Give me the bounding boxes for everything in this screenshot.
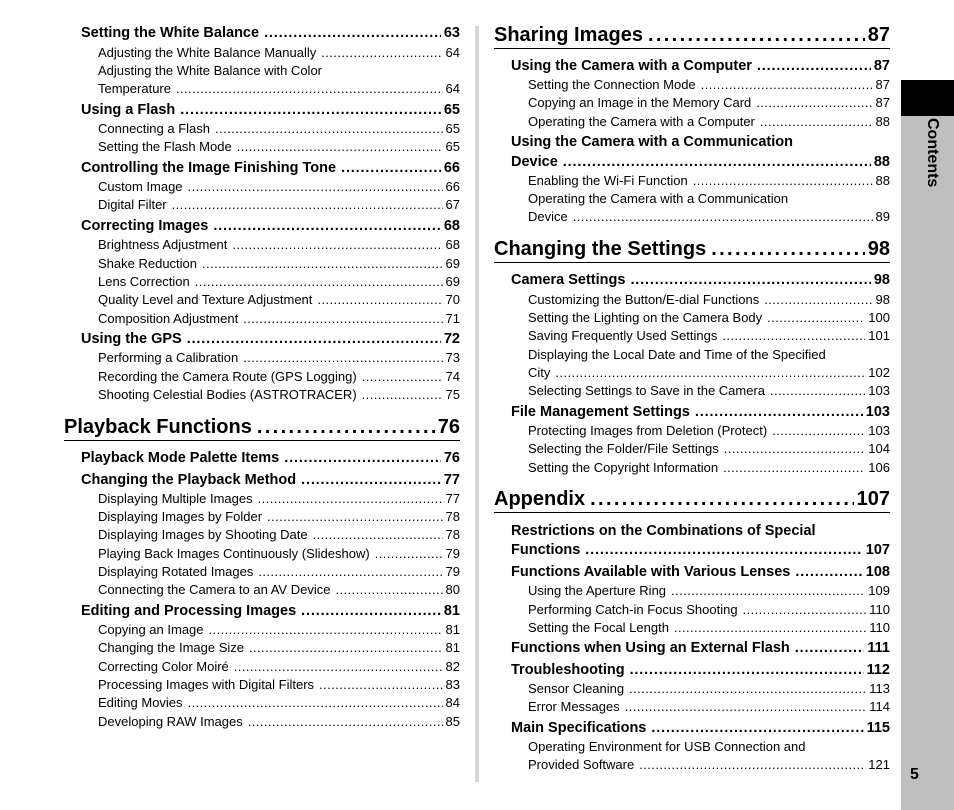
toc-entry-performing-calibration[interactable]: Performing a Calibration . . . 73	[98, 350, 460, 365]
toc-entry-shake-reduction[interactable]: Shake Reduction . . . 69	[98, 256, 460, 271]
toc-entry-composition-adjustment[interactable]: Composition Adjustment . . . 71	[98, 311, 460, 326]
side-tab-label[interactable]: Contents	[924, 118, 941, 188]
toc-entry-selecting-folder[interactable]: Selecting the Folder/File Settings . . . 104	[528, 441, 890, 456]
toc-entry-sensor-cleaning[interactable]: Sensor Cleaning . . . 113	[528, 681, 890, 696]
toc-entry-troubleshooting[interactable]: Troubleshooting . . . 112	[511, 662, 890, 678]
toc-entry-main-specs[interactable]: Main Specifications . . . 115	[511, 720, 890, 736]
toc-entry-copying-memory-card[interactable]: Copying an Image in the Memory Card . . . 87	[528, 95, 890, 110]
toc-entry-aperture-ring[interactable]: Using the Aperture Ring . . . 109	[528, 583, 890, 598]
toc-entry-slideshow[interactable]: Playing Back Images Continuously (Slideshow) . . . 79	[98, 546, 460, 561]
toc-entry-external-flash[interactable]: Functions when Using an External Flash . . . 111	[511, 640, 890, 656]
toc-entry-adjust-wb-color-temp-line1[interactable]: Adjusting the White Balance with Color	[98, 63, 323, 78]
toc-entry-usb-env[interactable]: Provided Software . . . 121	[528, 757, 890, 772]
toc-chapter-appendix[interactable]: Appendix . . . 107	[494, 488, 890, 513]
toc-chapter-playback-functions[interactable]: Playback Functions . . . 76	[64, 416, 460, 441]
toc-chapter-sharing-images[interactable]: Sharing Images . . . 87	[494, 24, 890, 49]
toc-entry-local-date[interactable]: City . . . 102	[528, 365, 890, 380]
toc-entry-connection-mode[interactable]: Setting the Connection Mode . . . 87	[528, 77, 890, 92]
toc-entry-playback-mode-palette[interactable]: Playback Mode Palette Items . . . 76	[81, 450, 460, 466]
toc-entry-editing-processing[interactable]: Editing and Processing Images . . . 81	[81, 603, 460, 619]
toc-entry-controlling-tone[interactable]: Controlling the Image Finishing Tone . . . 66	[81, 160, 460, 176]
toc-entry-adjust-wb-color-temp[interactable]: Temperature . . . 64	[98, 81, 460, 96]
toc-entry-protecting-images[interactable]: Protecting Images from Deletion (Protect) . . . 103	[528, 423, 890, 438]
toc-entry-using-flash[interactable]: Using a Flash . . . 65	[81, 102, 460, 118]
toc-entry-displaying-multiple[interactable]: Displaying Multiple Images . . . 77	[98, 491, 460, 506]
toc-entry-quality-texture[interactable]: Quality Level and Texture Adjustment . . . 70	[98, 292, 460, 307]
page-number: 5	[910, 766, 919, 783]
toc-chapter-changing-settings[interactable]: Changing the Settings . . . 98	[494, 238, 890, 263]
toc-entry-local-date-line1[interactable]: Displaying the Local Date and Time of the Specified	[528, 347, 826, 362]
toc-entry-lens-correction[interactable]: Lens Correction . . . 69	[98, 274, 460, 289]
toc-entry-displaying-rotated[interactable]: Displaying Rotated Images . . . 79	[98, 564, 460, 579]
toc-entry-focal-length[interactable]: Setting the Focal Length . . . 110	[528, 620, 890, 635]
toc-entry-adjust-wb-manually[interactable]: Adjusting the White Balance Manually . . . 64	[98, 45, 460, 60]
toc-entry-setting-flash-mode[interactable]: Setting the Flash Mode . . . 65	[98, 139, 460, 154]
toc-entry-setting-lighting[interactable]: Setting the Lighting on the Camera Body . . . 100	[528, 310, 890, 325]
toc-entry-changing-playback-method[interactable]: Changing the Playback Method . . . 77	[81, 472, 460, 488]
toc-entry-displaying-by-date[interactable]: Displaying Images by Shooting Date . . . 78	[98, 527, 460, 542]
side-tab-marker	[901, 80, 954, 116]
toc-entry-comm-device-line1[interactable]: Using the Camera with a Communication	[511, 134, 793, 150]
toc-entry-restrictions[interactable]: Functions . . . 107	[511, 542, 890, 558]
toc-entry-restrictions-line1[interactable]: Restrictions on the Combinations of Special	[511, 523, 816, 539]
toc-entry-copying-image[interactable]: Copying an Image . . . 81	[98, 622, 460, 637]
toc-entry-error-messages[interactable]: Error Messages . . . 114	[528, 699, 890, 714]
toc-entry-operating-comm[interactable]: Device . . . 89	[528, 209, 890, 224]
toc-entry-selecting-settings-save[interactable]: Selecting Settings to Save in the Camera . . . 103	[528, 383, 890, 398]
toc-entry-setting-white-balance[interactable]: Setting the White Balance . . . 63	[81, 25, 460, 41]
toc-entry-usb-env-line1[interactable]: Operating Environment for USB Connection and	[528, 739, 806, 754]
toc-entry-catch-in-focus[interactable]: Performing Catch-in Focus Shooting . . . 110	[528, 602, 890, 617]
toc-entry-copyright-info[interactable]: Setting the Copyright Information . . . 106	[528, 460, 890, 475]
toc-entry-brightness-adjustment[interactable]: Brightness Adjustment . . . 68	[98, 237, 460, 252]
toc-entry-using-with-computer[interactable]: Using the Camera with a Computer . . . 87	[511, 58, 890, 74]
toc-entry-saving-settings[interactable]: Saving Frequently Used Settings . . . 101	[528, 328, 890, 343]
toc-entry-connecting-av[interactable]: Connecting the Camera to an AV Device . . . 80	[98, 582, 460, 597]
toc-entry-customizing-buttons[interactable]: Customizing the Button/E-dial Functions . . . 98	[528, 292, 890, 307]
toc-entry-editing-movies[interactable]: Editing Movies . . . 84	[98, 695, 460, 710]
toc-entry-changing-size[interactable]: Changing the Image Size . . . 81	[98, 640, 460, 655]
toc-entry-correcting-moire[interactable]: Correcting Color Moiré . . . 82	[98, 659, 460, 674]
toc-entry-processing-filters[interactable]: Processing Images with Digital Filters . . . 83	[98, 677, 460, 692]
toc-entry-custom-image[interactable]: Custom Image . . . 66	[98, 179, 460, 194]
toc-entry-shooting-celestial[interactable]: Shooting Celestial Bodies (ASTROTRACER) . . . 75	[98, 387, 460, 402]
toc-entry-recording-route[interactable]: Recording the Camera Route (GPS Logging) . . . 74	[98, 369, 460, 384]
toc-entry-enabling-wifi[interactable]: Enabling the Wi-Fi Function . . . 88	[528, 173, 890, 188]
toc-entry-file-management[interactable]: File Management Settings . . . 103	[511, 404, 890, 420]
toc-entry-operating-with-computer[interactable]: Operating the Camera with a Computer . . . 88	[528, 114, 890, 129]
toc-entry-developing-raw[interactable]: Developing RAW Images . . . 85	[98, 714, 460, 729]
toc-entry-using-gps[interactable]: Using the GPS . . . 72	[81, 331, 460, 347]
column-divider	[475, 26, 479, 782]
toc-entry-comm-device[interactable]: Device . . . 88	[511, 154, 890, 170]
toc-entry-operating-comm-line1[interactable]: Operating the Camera with a Communication	[528, 191, 789, 206]
toc-entry-functions-lenses[interactable]: Functions Available with Various Lenses . . . 108	[511, 564, 890, 580]
toc-entry-correcting-images[interactable]: Correcting Images . . . 68	[81, 218, 460, 234]
toc-entry-digital-filter[interactable]: Digital Filter . . . 67	[98, 197, 460, 212]
toc-entry-connecting-flash[interactable]: Connecting a Flash . . . 65	[98, 121, 460, 136]
toc-entry-camera-settings[interactable]: Camera Settings . . . 98	[511, 272, 890, 288]
toc-entry-displaying-by-folder[interactable]: Displaying Images by Folder . . . 78	[98, 509, 460, 524]
